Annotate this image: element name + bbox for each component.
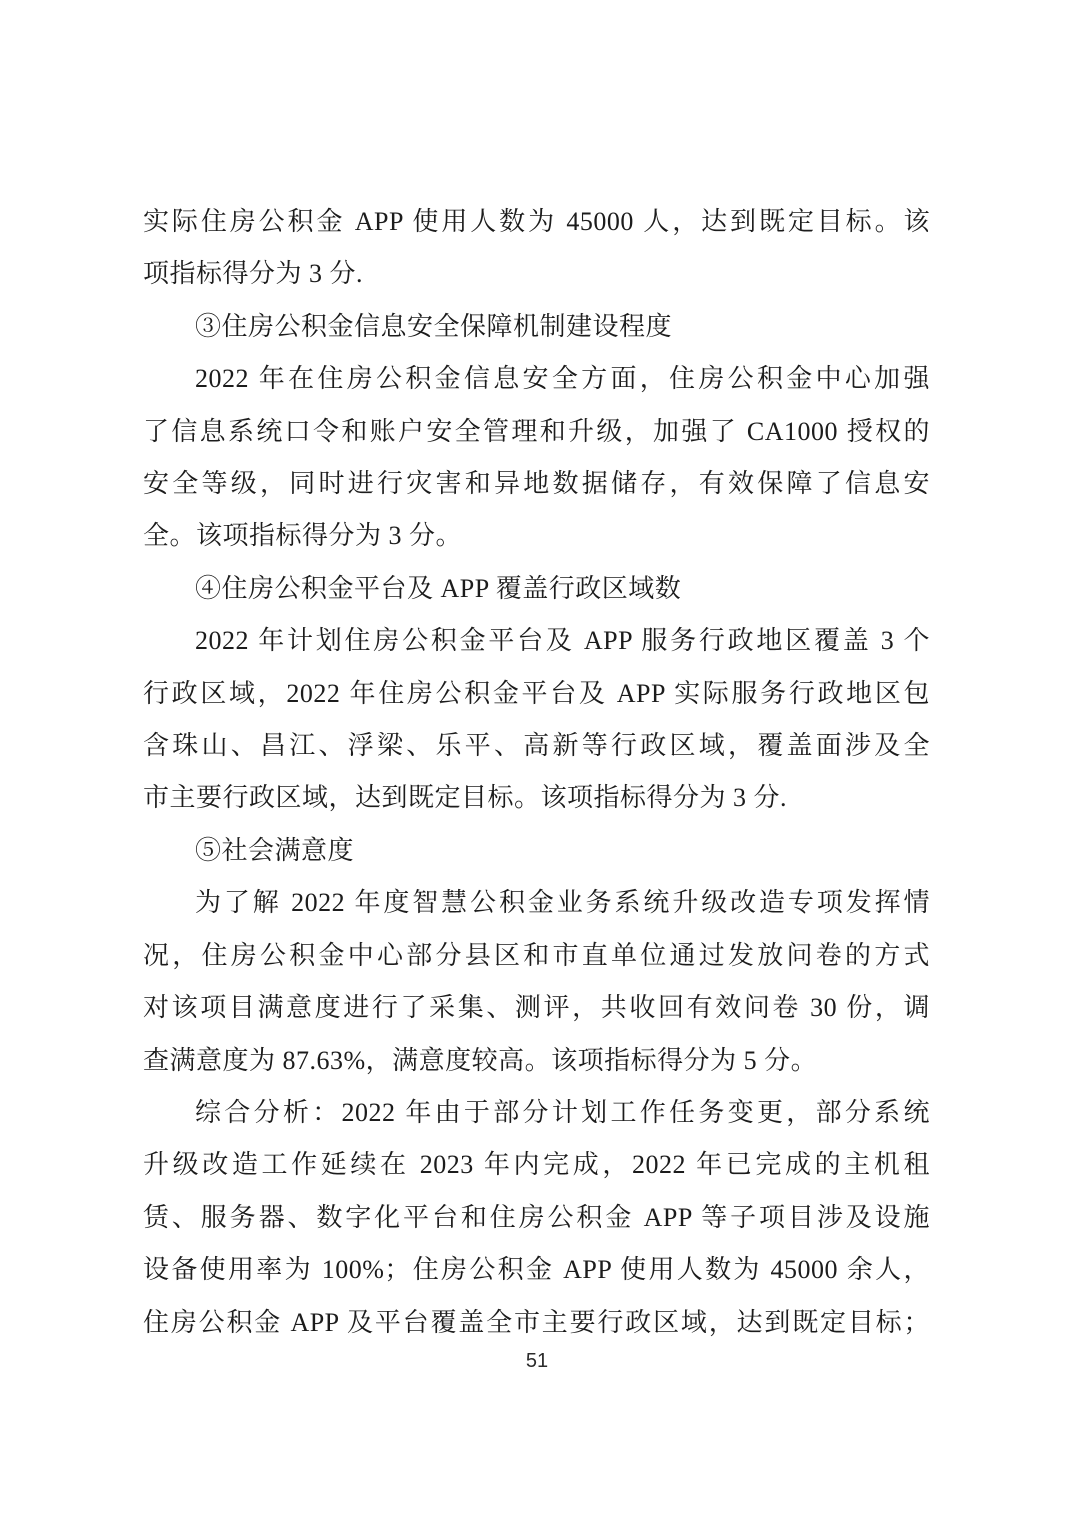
body-line: 含珠山、昌江、浮梁、乐平、高新等行政区域，覆盖面涉及全 (143, 731, 930, 761)
body-line: 综合分析：2022 年由于部分计划工作任务变更，部分系统 (195, 1097, 930, 1127)
document-body (143, 196, 930, 1349)
body-line: 对该项目满意度进行了采集、测评，共收回有效问卷 30 份，调 (143, 993, 930, 1023)
body-line: 实际住房公积金 APP 使用人数为 45000 人，达到既定目标。该 (143, 207, 930, 236)
body-line: 况，住房公积金中心部分县区和市直单位通过发放问卷的方式 (143, 940, 930, 970)
body-line: 住房公积金 APP 及平台覆盖全市主要行政区域，达到既定目标； (143, 1307, 930, 1337)
body-line: 2022 年计划住房公积金平台及 APP 服务行政地区覆盖 3 个 (195, 626, 930, 656)
body-line: 赁、服务器、数字化平台和住房公积金 APP 等子项目涉及设施 (143, 1202, 930, 1232)
body-line: 安全等级，同时进行灾害和异地数据储存，有效保障了信息安 (143, 469, 930, 499)
body-line: 项指标得分为 3 分. (143, 259, 364, 289)
body-line: 全。该项指标得分为 3 分。 (143, 521, 463, 551)
body-line: 了信息系统口令和账户安全管理和升级，加强了 CA1000 授权的 (143, 416, 930, 446)
body-line: 为了解 2022 年度智慧公积金业务系统升级改造专项发挥情 (195, 888, 930, 918)
body-line: 行政区域，2022 年住房公积金平台及 APP 实际服务行政地区包 (143, 678, 930, 708)
section-heading-4: ④住房公积金平台及 APP 覆盖行政区域数 (195, 573, 682, 603)
section-heading-3: ③住房公积金信息安全保障机制建设程度 (195, 311, 673, 341)
page-number: 51 (525, 1350, 549, 1372)
body-line: 设备使用率为 100%；住房公积金 APP 使用人数为 45000 余人， (143, 1255, 930, 1285)
body-line: 升级改造工作延续在 2023 年内完成，2022 年已完成的主机租 (143, 1150, 930, 1180)
body-line: 查满意度为 87.63%，满意度较高。该项指标得分为 5 分。 (143, 1045, 818, 1075)
body-line: 市主要行政区域，达到既定目标。该项指标得分为 3 分. (143, 783, 788, 813)
section-heading-5: ⑤社会满意度 (195, 835, 355, 865)
body-line: 2022 年在住房公积金信息安全方面，住房公积金中心加强 (195, 364, 930, 394)
